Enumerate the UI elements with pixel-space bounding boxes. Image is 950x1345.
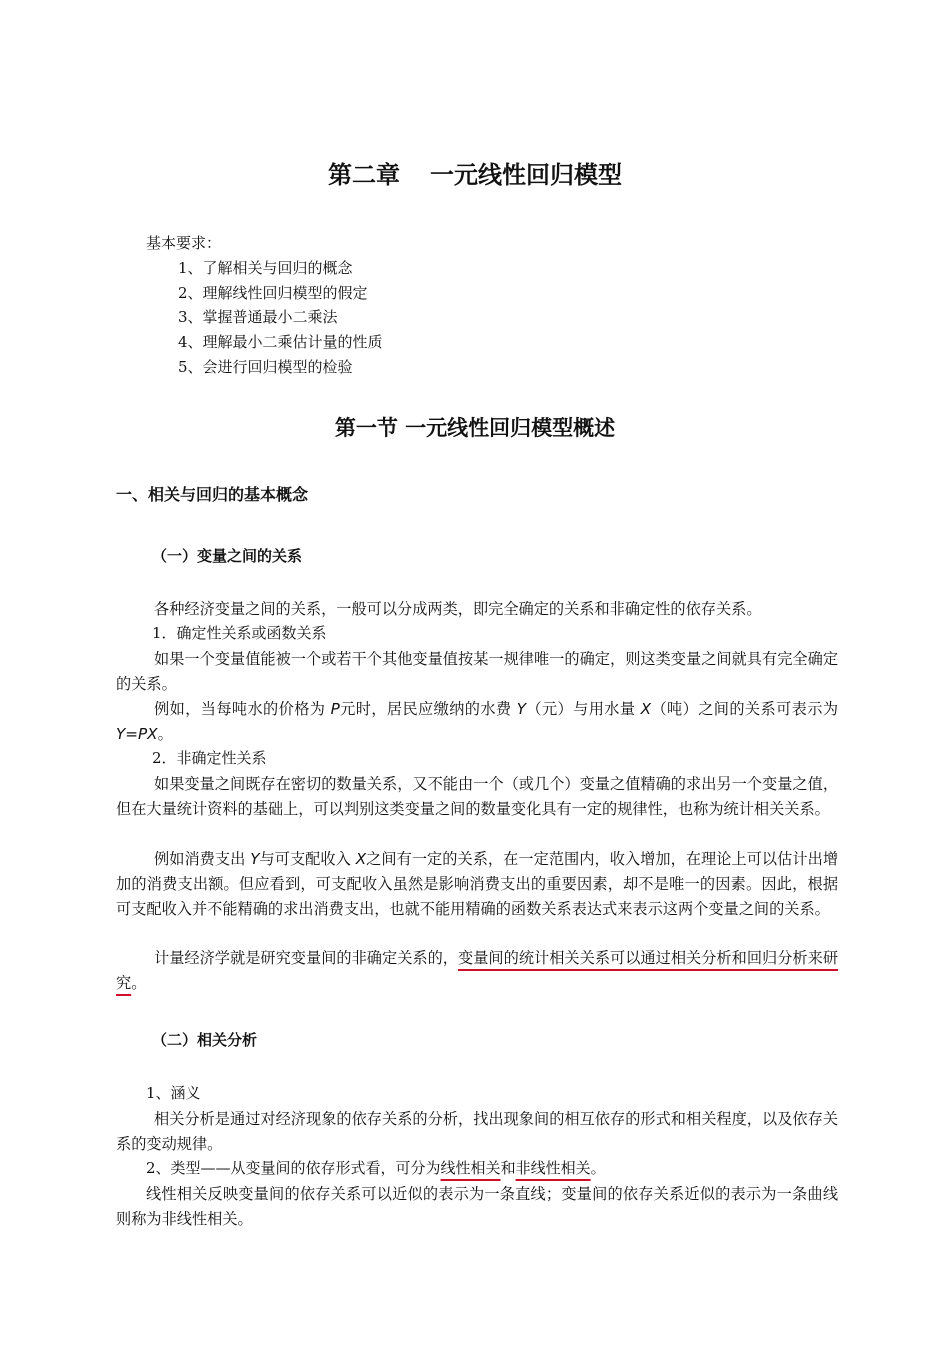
highlighted-text: 非线性相关 xyxy=(515,1159,591,1177)
text-run: 与可支配收入 xyxy=(259,850,356,868)
chapter-title xyxy=(0,155,950,190)
paragraph-conclusion xyxy=(116,946,838,996)
item1-title: 1、涵义 xyxy=(146,1084,201,1102)
requirement-item: 5、会进行回归模型的检验 xyxy=(178,358,353,376)
item1-title: 1．确定性关系或函数关系 xyxy=(152,624,327,642)
text-run: （元）与用水量 xyxy=(526,700,641,718)
text-run: 。 xyxy=(590,1159,606,1177)
paragraph-item1: 如果一个变量值能被一个或若干个其他变量值按某一规律唯一的确定，则这类变量之间就具有完全确定的关系。 xyxy=(116,650,838,693)
paragraph-definition: 相关分析是通过对经济现象的依存关系的分析，找出现象间的相互依存的形式和相关程度，以及依存关系的变动规律。 xyxy=(116,1110,838,1153)
variable-y: Y xyxy=(250,850,260,868)
paragraph-intro: 各种经济变量之间的关系，一般可以分成两类，即完全确定的关系和非确定性的依存关系。 xyxy=(154,600,762,618)
variable-p: P xyxy=(330,700,340,718)
subsection-heading: （二）相关分析 xyxy=(152,1031,258,1049)
text-run: 计量经济学就是研究变量间的非确定关系的， xyxy=(154,949,459,967)
paragraph-linear: 线性相关反映变量间的依存关系可以近似的表示为一条直线；变量间的依存关系近似的表示为一条曲线则称为非线性相关。 xyxy=(116,1185,838,1228)
item2-types xyxy=(146,1157,606,1178)
text-run: 和 xyxy=(500,1159,516,1177)
item2-title: 2．非确定性关系 xyxy=(152,749,267,767)
chapter-number: 第二章 xyxy=(328,161,400,189)
text-run: （吨）之间的关系可表示为 xyxy=(651,700,838,718)
text-run: 之间有一定的关系，在一定范围内，收入增加，在理论上可以估计出增加的消费支出额。但应看到，可支配收入虽然是影响消费支出的重要因素，却不是唯一的因素。因此，根据可支配收入并不能精确的求出消费支出，也就不能用精确的函数关系表达式来表示这两个变量之间的关系。 xyxy=(116,850,839,918)
formula: Y=PX xyxy=(116,725,158,743)
highlighted-text: 变量间的统计相关关系可以通过相关分析和回归分析来研究 xyxy=(116,949,839,992)
requirement-item: 2、理解线性回归模型的假定 xyxy=(178,284,368,302)
paragraph-example2 xyxy=(116,847,838,922)
variable-y: Y xyxy=(516,700,526,718)
subsection-heading: （一）变量之间的关系 xyxy=(152,547,303,565)
text-run: 例如消费支出 xyxy=(154,850,251,868)
requirements-heading: 基本要求： xyxy=(146,234,222,252)
section-title: 第一节 一元线性回归模型概述 xyxy=(334,416,616,440)
text-run: 2、类型——从变量间的依存形式看，可分为 xyxy=(146,1159,441,1177)
paragraph-example1 xyxy=(116,697,838,747)
text-run: 。 xyxy=(131,974,147,992)
text-run: 元时，居民应缴纳的水费 xyxy=(339,700,517,718)
variable-x: X xyxy=(640,700,652,718)
text-run: 。 xyxy=(157,725,173,743)
requirement-item: 4、理解最小二乘估计量的性质 xyxy=(178,333,383,351)
text-run: 例如，当每吨水的价格为 xyxy=(154,700,331,718)
chapter-name: 一元线性回归模型 xyxy=(430,161,622,189)
requirement-item: 1、了解相关与回归的概念 xyxy=(178,259,353,277)
variable-x: X xyxy=(355,850,367,868)
highlighted-text: 线性相关 xyxy=(440,1159,501,1177)
requirement-item: 3、掌握普通最小二乘法 xyxy=(178,308,338,326)
paragraph-item2: 如果变量之间既存在密切的数量关系，又不能由一个（或几个）变量之值精确的求出另一个变量之值，但在大量统计资料的基础上，可以判别这类变量之间的数量变化具有一定的规律性，也称为统计相关关系。 xyxy=(116,775,838,818)
part1-heading: 一、相关与回归的基本概念 xyxy=(116,485,309,504)
